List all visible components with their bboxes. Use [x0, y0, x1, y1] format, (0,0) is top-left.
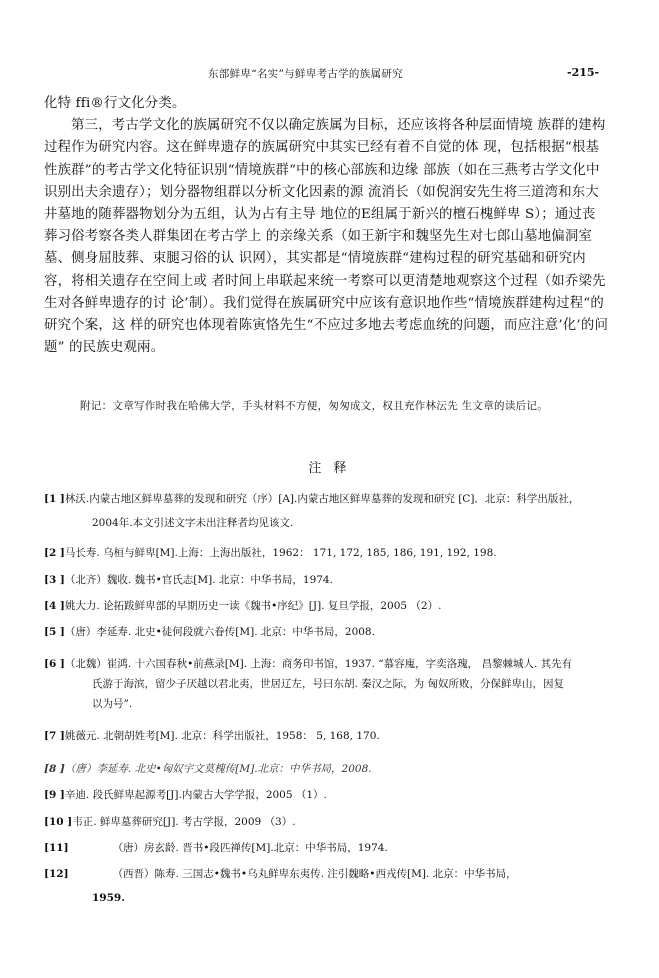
note-number: [12]	[44, 868, 69, 880]
note-number: [2 ]	[44, 547, 65, 559]
note-number: [4 ]	[44, 600, 65, 612]
note-text: （北魏）崔鸿. 十六国春秋•前燕录[M]. 上海：商务印书馆，1937. “慕容廆，字奕洛瑰， 昌黎棘城人. 其先有	[64, 658, 573, 670]
note-item	[44, 787, 619, 803]
note-text: 林沃.内蒙古地区鲜卑墓葬的发现和研究（序）[A].内蒙古地区鲜卑墓葬的发现和研究 [C]．北京：科学出版社，	[64, 493, 580, 505]
running-header	[0, 66, 659, 84]
note-text: 马长寿. 乌桓与鲜卑[M].上海：上海出版社，1962： 171, 172, 185, 186, 191, 192, 198.	[64, 547, 497, 559]
note-text: （唐）房玄龄. 晋书•段匹禅传[M].北京：中华书局，1974.	[112, 842, 388, 854]
header-title: 东部鲜卑“名实”与鲜卑考古学的族属研究	[208, 68, 403, 80]
note-item	[44, 624, 619, 640]
note-item	[44, 656, 619, 712]
note-number: [1 ]	[44, 493, 65, 505]
note-number: [5 ]	[44, 626, 65, 638]
note-item	[44, 814, 619, 830]
note-item	[44, 728, 619, 744]
note-text: 韦正. 鲜卑墓葬研究[J]. 考古学报，2009 （3）.	[72, 816, 296, 828]
note-text-continued: 以为号”.	[92, 698, 133, 710]
note-item	[44, 761, 619, 777]
note-item	[44, 840, 619, 856]
note-text: （北齐）魏收. 魏书•官氏志[M]. 北京：中华书局，1974.	[64, 574, 333, 586]
note-item	[44, 572, 619, 588]
note-number: [8 ]	[44, 763, 65, 775]
page-number: -215-	[567, 66, 600, 79]
note-number: [6 ]	[44, 658, 65, 670]
note-item	[44, 866, 619, 906]
note-text: 姚大力. 论拓跋鲜卑部的早期历史一读《魏书•序纪》[J]. 复旦学报，2005 （2）.	[64, 600, 442, 612]
note-number: [9 ]	[44, 789, 65, 801]
body-text	[44, 93, 609, 359]
note-text-continued: 氏游于海滨，留少子厌越以君北夷，世居辽左，号曰东胡. 秦汉之际，为 匈奴所败，分保鲜卑山，因复	[92, 678, 565, 690]
paragraph-continuation: 化特 ffi®行文化分类。	[44, 96, 186, 111]
note-text: 姚薇元. 北朝胡姓考[M]. 北京：科学出版社，1958： 5, 168, 170.	[64, 730, 380, 742]
note-number: [11]	[44, 842, 69, 854]
notes-heading: 注 释	[308, 461, 351, 476]
note-number: [7 ]	[44, 730, 65, 742]
note-text: （唐）李延寿. 北史•徒何段就六眷传[M]. 北京：中华书局，2008.	[64, 626, 375, 638]
note-item	[44, 598, 619, 614]
paragraph-third-point: 第三，考古学文化的族属研究不仅以确定族属为目标，还应该将各种层面情境 族群的建构过程作为研究内容。这在鲜卑遗存的族属研究中其实已经有着不自觉的体 现，包括根据“根基性族群”的考古学文化特征识别“情境族群“中的核心部族和边缘 部族（如在三燕考古学文化中识别出夫余遗存）；划分器物组群以分析文化因素的源 流消长（如倪润安先生将三道湾和东大井墓地的随葬器物划分为五组，认为占有主导 地位的E组属于新兴的檀石槐鲜卑 S）；通过丧葬习俗考察各类人群集团在考古学上 的亲缘关系（如王新宇和魏坚先生对七郎山墓地偏洞室墓、侧身屈肢葬、束腿习俗的认 识网），其实都是“情境族群“建构过程的研究基础和研究内容，将相关遗存在空间上或 者时间上串联起来统一考察可以更清楚地观察这个过程（如乔梁先生对各鲜卑遗存的讨 论’制）。我们觉得在族属研究中应该有意识地作些“情境族群建构过程“的研究个案，这 样的研究也体现着陈寅恪先生“不应过多地去考虑血统的问题，而应注意’化’的问题” 的民族史观兩。	[44, 118, 609, 356]
note-item	[44, 491, 619, 531]
note-text: （唐）李延寿. 北史•匈奴宇文莫槐传[M].北京：中华书局，2008.	[64, 763, 372, 775]
note-text: 辛迪. 段氏鲜卑起源考[J].内蒙古大学学报，2005 （1）.	[64, 789, 327, 801]
postscript: 附记：文章写作时我在哈佛大学，手头材料不方便，匆匆成文，权且充作林沄先 生文章的读后记。	[80, 400, 549, 412]
note-text-continued: 2004年.本文引述文字未出注释者均见该文.	[92, 517, 294, 529]
note-text-continued: 1959.	[92, 892, 125, 904]
note-item	[44, 545, 619, 561]
note-number: [10 ]	[44, 816, 73, 828]
note-number: [3 ]	[44, 574, 65, 586]
note-text: （西晋）陈寿. 三国志•魏书•乌丸鲜卑东夷传. 注引魏略•西戎传[M]. 北京：中华书局，	[112, 868, 517, 880]
